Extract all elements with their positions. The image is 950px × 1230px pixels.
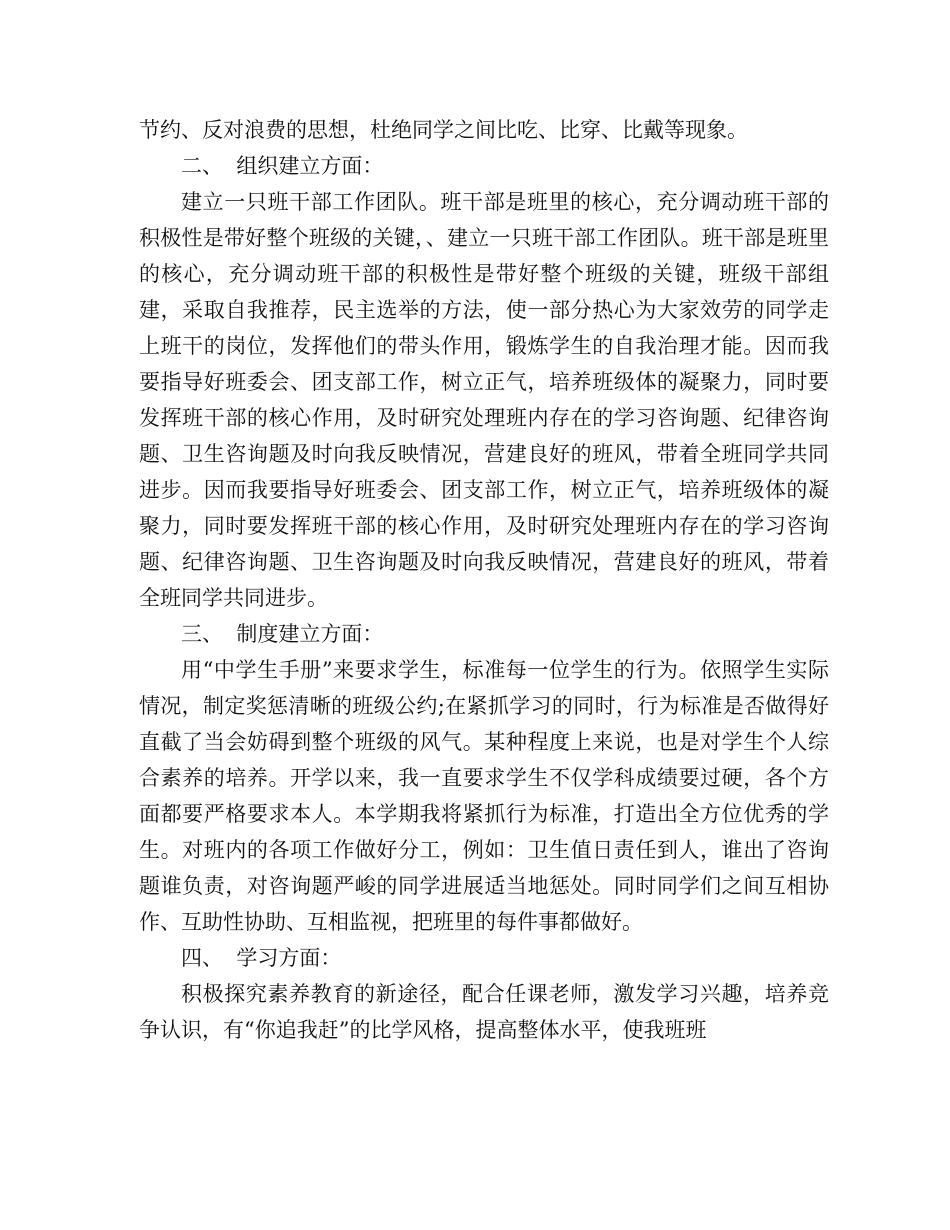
section-heading-organization: 二、 组织建立方面： xyxy=(181,154,384,178)
document-body xyxy=(139,112,829,1048)
section-heading-system: 三、 制度建立方面： xyxy=(181,622,384,646)
paragraph-study: 积极探究素养教育的新途径，配合任课老师，激发学习兴趣，培养竞争认识，有“你追我赶”的比学风格，提高整体水平，使我班班 xyxy=(139,982,829,1042)
paragraph-organization: 建立一只班干部工作团队。班干部是班里的核心，充分调动班干部的积极性是带好整个班级的关键，、建立一只班干部工作团队。班干部是班里的核心，充分调动班干部的积极性是带好整个班级的关键，班级干部组建，采取自我推荐，民主选举的方法，使一部分热心为大家效劳的同学走上班干的岗位，发挥他们的带头作用，锻炼学生的自我治理才能。因而我要指导好班委会、团支部工作，树立正气，培养班级体的凝聚力，同时要发挥班干部的核心作用，及时研究处理班内存在的学习咨询题、纪律咨询题、卫生咨询题及时向我反映情况，营建良好的班风，带着全班同学共同进步。因而我要指导好班委会、团支部工作，树立正气，培养班级体的凝聚力，同时要发挥班干部的核心作用，及时研究处理班内存在的学习咨询题、纪律咨询题、卫生咨询题及时向我反映情况，营建良好的班风，带着全班同学共同进步。 xyxy=(139,190,829,610)
paragraph-intro-continued: 节约、反对浪费的思想，杜绝同学之间比吃、比穿、比戴等现象。 xyxy=(139,118,748,142)
paragraph-system: 用“中学生手册”来要求学生，标准每一位学生的行为。依照学生实际情况，制定奖惩清晰的班级公约;在紧抓学习的同时，行为标准是否做得好直截了当会妨碍到整个班级的风气。某种程度上来说，也是对学生个人综合素养的培养。开学以来，我一直要求学生不仅学科成绩要过硬，各个方面都要严格要求本人。本学期我将紧抓行为标准，打造出全方位优秀的学生。对班内的各项工作做好分工，例如：卫生值日责任到人，谁出了咨询题谁负责，对咨询题严峻的同学进展适当地惩处。同时同学们之间互相协作、互助性协助、互相监视，把班里的每件事都做好。 xyxy=(139,658,829,934)
section-heading-study: 四、 学习方面： xyxy=(181,946,342,970)
